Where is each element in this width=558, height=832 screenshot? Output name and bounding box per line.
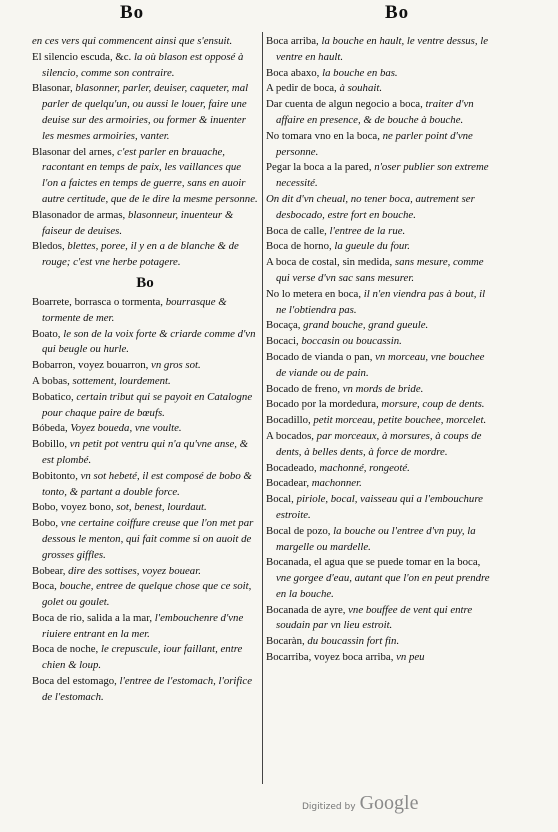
dictionary-entry [32, 327, 258, 359]
translation: l'entree de l'estomach, l'orifice de l'estomach. [42, 675, 253, 703]
translation: Voyez boueda, vne voulte. [67, 422, 182, 435]
translation: On dit d'vn cheual, no tener boca, autrement ser desbocado, estre fort en bouche. [266, 192, 475, 221]
translation: sans mesure, comme qui verse d'vn sac sans mesurer. [276, 256, 484, 284]
headword: Bobo, [32, 517, 59, 530]
translation: bourrasque & tormente de mer. [42, 295, 227, 324]
headword: A bobas, [32, 374, 70, 387]
running-head-right: Bo [385, 2, 410, 23]
column-divider [262, 32, 263, 784]
headword: Bocaça, [266, 319, 301, 332]
translation: ne parler point d'vne personne. [276, 129, 473, 158]
translation: en ces vers qui commencent ainsi que s'ensuit. [32, 35, 233, 47]
dictionary-entry [32, 145, 258, 208]
dictionary-entry [266, 555, 492, 602]
translation: il n'en viendra pas à bout, il ne l'obtiendra pas. [276, 287, 486, 316]
headword: Boca arriba, [266, 35, 319, 47]
headword: Bocadeado, [266, 461, 317, 474]
headword: Blasonador de armas, [32, 208, 126, 221]
headword: Bocanada de ayre, [266, 603, 346, 616]
translation: petit morceau, petite bouchee, morcelet. [310, 414, 487, 427]
translation: blasonner, parler, deuiser, caqueter, mal parler de quelqu'un, ou aussi le louer, faire une deuise sur des armoiries, ou former & inuenter les mesmes armoiries, vanter. [42, 82, 249, 142]
dictionary-entry [266, 492, 492, 524]
dictionary-entry [266, 429, 492, 461]
running-head-left: Bo [120, 2, 145, 23]
translation: la gueule du four. [331, 240, 410, 253]
translation: blasonneur, inuenteur & faiseur de deuises. [42, 208, 234, 237]
dictionary-entry [266, 350, 492, 382]
headword: No tomara vno en la boca, [266, 129, 380, 142]
headword: Boca de horno, [266, 240, 332, 253]
dictionary-entry [32, 81, 258, 144]
dictionary-entry [266, 287, 492, 319]
headword: Blasonar del arnes, [32, 145, 115, 158]
translation: vn sot hebeté, il est composé de bobo & tonto, & partant a double force. [42, 469, 252, 498]
dictionary-entry [266, 129, 492, 161]
headword: Boca de noche, [32, 643, 99, 656]
dictionary-entry [266, 476, 492, 492]
headword: Bocado de vianda o pan, [266, 350, 373, 363]
headword: Bóbeda, [32, 422, 68, 435]
dictionary-entry [32, 239, 258, 271]
translation: n'oser publier son extreme necessité. [276, 161, 489, 190]
dictionary-entry [266, 66, 492, 82]
dictionary-entry [266, 650, 492, 666]
headword: Bocado por la mordedura, [266, 398, 379, 411]
translation: morsure, coup de dents. [378, 398, 485, 411]
headword: Bobitonto, [32, 469, 78, 482]
dictionary-entry [266, 397, 492, 413]
dictionary-entry [266, 461, 492, 477]
headword: Bocal, [266, 493, 294, 506]
headword: A boca de costal, sin medida, [266, 256, 393, 269]
headword: Bobo, voyez bono, [32, 501, 114, 514]
translation: vne certaine coiffure creuse que l'on met par dessous le menton, qui fait comme si on auoit de grosses giffles. [42, 517, 254, 561]
dictionary-entry [266, 382, 492, 398]
headword: Bocaràn, [266, 635, 305, 648]
translation: du boucassin fort fin. [304, 635, 400, 648]
translation: certain tribut qui se payoit en Catalogne pour chaque paire de bœufs. [42, 390, 253, 419]
headword: Bocanada, el agua que se puede tomar en la boca, [266, 556, 481, 569]
translation: la bouche ou l'entree d'vn puy, la margelle ou mardelle. [276, 524, 476, 553]
dictionary-entry [266, 413, 492, 429]
translation: traiter d'vn affaire en presence, & de bouche à bouche. [276, 98, 474, 126]
translation: machonner. [309, 477, 362, 490]
translation: vne gorgee d'eau, autant que l'on en peut prendre en la bouche. [276, 572, 490, 600]
dictionary-entry [266, 255, 492, 287]
translation: le crepuscule, iour faillant, entre chien & loup. [42, 643, 243, 672]
headword: Bocal de pozo, [266, 524, 331, 537]
dictionary-entry [32, 611, 258, 643]
dictionary-entry [32, 642, 258, 674]
dictionary-entry [266, 224, 492, 240]
headword: Bobear, [32, 564, 66, 577]
translation: vn gros sot. [148, 359, 201, 372]
translation: blettes, poree, il y en a de blanche & de rouge; c'est vne herbe potagere. [42, 240, 239, 269]
google-logo: Google [359, 792, 419, 814]
dictionary-entry [266, 34, 492, 66]
dictionary-entry [266, 239, 492, 255]
headword: Bocaci, [266, 335, 299, 348]
dictionary-entry [266, 334, 492, 350]
translation: sottement, lourdement. [69, 374, 171, 387]
translation: bouche, entree de quelque chose que ce soit, golet ou goulet. [42, 580, 252, 609]
headword: El silencio escuda, &c. [32, 50, 132, 63]
dictionary-entry [32, 469, 258, 501]
dictionary-entry [266, 81, 492, 97]
translation: vne bouffee de vent qui entre soudain par vn lieu estroit. [276, 603, 473, 632]
translation: vn peu [393, 651, 425, 664]
headword: Boca de rio, salida a la mar, [32, 611, 153, 624]
translation: l'entree de la rue. [326, 224, 406, 237]
headword: Bobatico, [32, 390, 74, 403]
dictionary-entry [32, 579, 258, 611]
dictionary-entry [32, 564, 258, 580]
dictionary-entry [32, 34, 258, 50]
dictionary-entry [266, 524, 492, 556]
translation: par morceaux, à morsures, à coups de dents, à belles dents, à force de mordre. [276, 429, 482, 458]
dictionary-entry [266, 97, 492, 129]
dictionary-entry [32, 358, 258, 374]
dictionary-entry [266, 192, 492, 224]
dictionary-entry [32, 516, 258, 563]
digitized-label: Digitized by [302, 802, 356, 812]
dictionary-entry [266, 603, 492, 635]
dictionary-entry [32, 374, 258, 390]
dictionary-entry [266, 318, 492, 334]
headword: Boarrete, borrasca o tormenta, [32, 295, 164, 308]
translation: piriole, bocal, vaisseau qui a l'embouchure estroite. [276, 493, 483, 521]
headword: Boca del estomago, [32, 675, 117, 688]
translation: boccasin ou boucassin. [298, 335, 402, 348]
headword: Boca abaxo, [266, 66, 320, 79]
translation: sot, benest, lourdaut. [113, 501, 207, 514]
translation: vn mords de bride. [340, 382, 424, 395]
headword: Blasonar, [32, 82, 73, 95]
translation: c'est parler en brauache, racontant en temps de paix, les vaillances que l'on a faictes en temps de guerre, sans en auoir autre certitude, que de le dire la mesme personne. [42, 145, 258, 205]
dictionary-entry [32, 390, 258, 422]
dictionary-entry [32, 208, 258, 240]
headword: Bobarron, voyez bouarron, [32, 359, 149, 372]
headword: A pedir de boca, [266, 82, 337, 95]
left-column [32, 34, 258, 792]
dictionary-entry [32, 421, 258, 437]
headword: A bocados, [266, 429, 314, 442]
headword: Pegar la boca a la pared, [266, 161, 372, 174]
headword: No lo metera en boca, [266, 287, 362, 300]
translation: l'embouchenre d'vne riuiere entrant en la mer. [42, 611, 244, 640]
translation: vn morceau, vne bouchee de viande ou de pain. [276, 350, 485, 379]
headword: Bledos, [32, 240, 65, 253]
translation: machonné, rongeoté. [316, 461, 410, 474]
dictionary-entry [32, 50, 258, 82]
headword: Boato, [32, 327, 61, 340]
headword: Dar cuenta de algun negocio a boca, [266, 98, 423, 111]
headword: Bocadillo, [266, 414, 311, 427]
headword: Bocadear, [266, 477, 310, 490]
headword: Bobillo, [32, 438, 68, 451]
right-column [266, 34, 492, 792]
section-heading: Bo [136, 274, 154, 291]
dictionary-entry [32, 437, 258, 469]
translation: dire des sottises, voyez bouear. [65, 564, 201, 577]
translation: la bouche en bas. [319, 66, 398, 79]
dictionary-entry [32, 295, 258, 327]
translation: le son de la voix forte & criarde comme d'vn qui beugle ou hurle. [42, 327, 256, 356]
headword: Bocado de freno, [266, 382, 341, 395]
headword: Boca, [32, 580, 57, 593]
translation: la bouche en hault, le ventre dessus, le ventre en hault. [276, 35, 489, 63]
digitized-by-footer [302, 792, 418, 815]
headword: Bocarriba, voyez boca arriba, [266, 651, 394, 664]
translation: la où blason est opposé à silencio, comme son contraire. [42, 50, 244, 79]
translation: vn petit pot ventru qui n'a qu'vne anse, & est plombé. [42, 438, 249, 466]
translation: à souhait. [336, 82, 383, 95]
dictionary-entry [32, 500, 258, 516]
dictionary-entry [32, 674, 258, 706]
dictionary-entry [266, 634, 492, 650]
translation: grand bouche, grand gueule. [300, 319, 429, 332]
headword: Boca de calle, [266, 224, 327, 237]
dictionary-entry [266, 160, 492, 192]
